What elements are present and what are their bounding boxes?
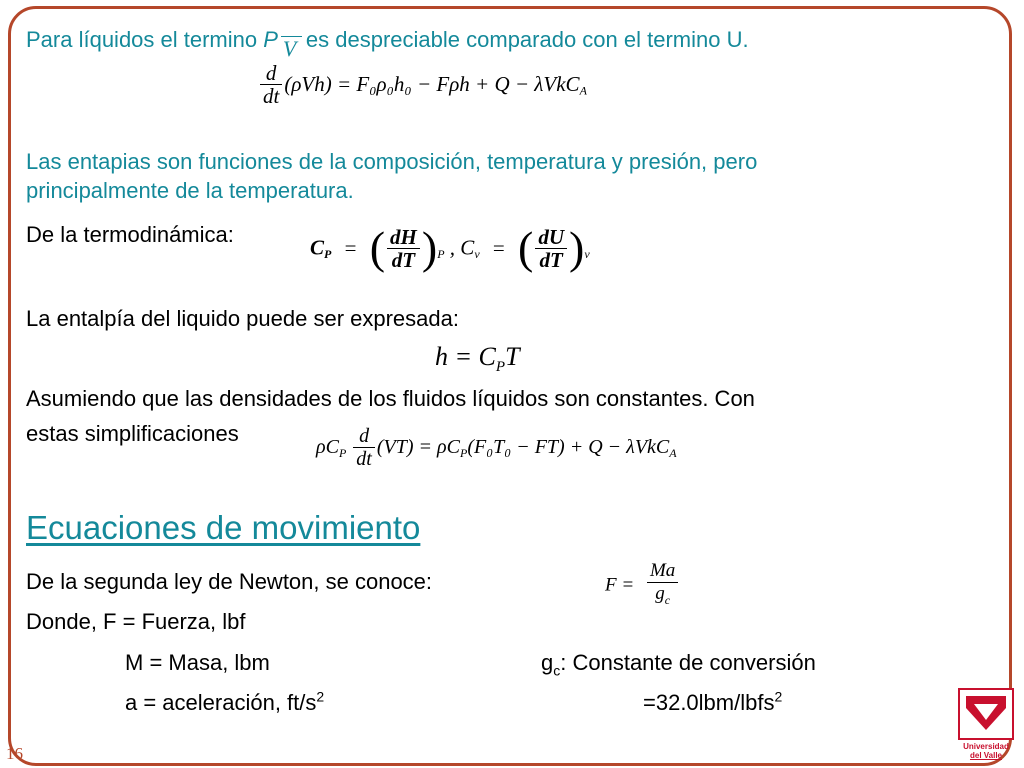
def-gc-value	[643, 690, 782, 716]
def-accel-sup: 2	[316, 688, 325, 705]
intro-var-v: V	[282, 36, 297, 61]
simpl-d: d	[353, 425, 375, 448]
cp-cv-equation: $C_P$ = ( $\frac{dH}{dT}$ )$_P$ , $C_v$ = ( $\frac{dU}{dT}$ )$_v$	[310, 222, 590, 273]
newton-equation	[605, 560, 680, 611]
newton-num: Ma	[647, 560, 678, 583]
university-logo	[958, 688, 1014, 764]
cv-dt: dT	[539, 247, 563, 272]
assume-line1: Asumiendo que las densidades de los fluidos líquidos son constantes. Con	[26, 386, 755, 411]
intro-before: Para líquidos el termino	[26, 27, 264, 52]
def-gc-sub: c	[553, 662, 561, 679]
simpl-sub-p2: P	[459, 446, 468, 461]
simpl-pre: ρC	[316, 436, 339, 458]
newton-lhs: F =	[605, 574, 635, 596]
h-equation	[435, 342, 520, 376]
def-gc-value-sup: 2	[774, 688, 783, 705]
cv-sub-v: v	[474, 247, 480, 261]
cp-paren-sub-p: P	[437, 247, 445, 261]
newton-den-sub: c	[664, 592, 671, 607]
def-gc-text: : Constante de conversión	[560, 650, 816, 675]
logo-emblem-icon	[958, 688, 1014, 740]
def-gc-g: g	[541, 650, 554, 675]
def-force: Donde, F = Fuerza, lbf	[26, 609, 246, 634]
page-number: 16	[6, 744, 23, 763]
enthalpy-expr-label: La entalpía del liquido puede ser expresada:	[26, 306, 459, 331]
intro-var-p: P	[263, 27, 278, 52]
intro-v-overbar	[278, 27, 306, 61]
cp-c: C	[310, 235, 325, 260]
cp-dt: dT	[391, 247, 416, 272]
energy-sub-a: A	[579, 83, 587, 98]
def-mass: M = Masa, lbm	[125, 650, 270, 675]
cv-equals: =	[492, 235, 505, 260]
energy-frac-den: dt	[263, 84, 280, 108]
energy-equation	[258, 62, 587, 107]
newton-den: g	[655, 583, 665, 604]
cp-equals: =	[344, 235, 357, 260]
intro-line	[26, 27, 749, 61]
cv-du: dU	[535, 226, 567, 249]
section-heading: Ecuaciones de movimiento	[26, 509, 421, 546]
cv-paren-sub-v: v	[584, 247, 590, 261]
newton-label: De la segunda ley de Newton, se conoce:	[26, 569, 433, 594]
assume-line2: estas simplificaciones	[26, 421, 239, 446]
simpl-sub-p: P	[338, 446, 347, 461]
thermo-label: De la termodinámica:	[26, 222, 234, 247]
logo-line2: del Valle	[969, 751, 1003, 760]
simpl-dt: dt	[356, 448, 372, 470]
def-gc-value-text: =32.0lbm/lbfs	[643, 690, 775, 715]
def-gc	[541, 650, 816, 679]
cp-sub-p: P	[324, 247, 332, 261]
simpl-mid: (VT) = ρC	[376, 436, 460, 458]
enthalpy-note-line1: Las entapias son funciones de la composición, temperatura y presión, pero	[26, 149, 758, 174]
simplified-equation	[316, 425, 677, 470]
logo-line1: Universidad	[963, 742, 1009, 751]
cv-sep: , C	[449, 235, 475, 260]
enthalpy-note-line2: principalmente de la temperatura.	[26, 178, 354, 203]
h-lhs: h = C	[435, 342, 496, 371]
energy-rhs: (ρVh) = F₀ρ₀h₀ − Fρh + Q − λVkC	[284, 72, 580, 96]
simpl-rest: (F₀T₀ − FT) + Q − λVkC	[467, 436, 670, 458]
logo-text	[958, 742, 1014, 760]
def-accel	[125, 690, 324, 716]
def-accel-text: a = aceleración, ft/s	[125, 690, 317, 715]
h-sub-p: P	[495, 359, 506, 376]
cp-dh: dH	[387, 226, 420, 249]
intro-after: es despreciable comparado con el termino U.	[305, 27, 749, 52]
energy-frac-num: d	[260, 62, 282, 85]
simpl-sub-a: A	[669, 446, 677, 461]
h-rhs: T	[505, 342, 520, 371]
